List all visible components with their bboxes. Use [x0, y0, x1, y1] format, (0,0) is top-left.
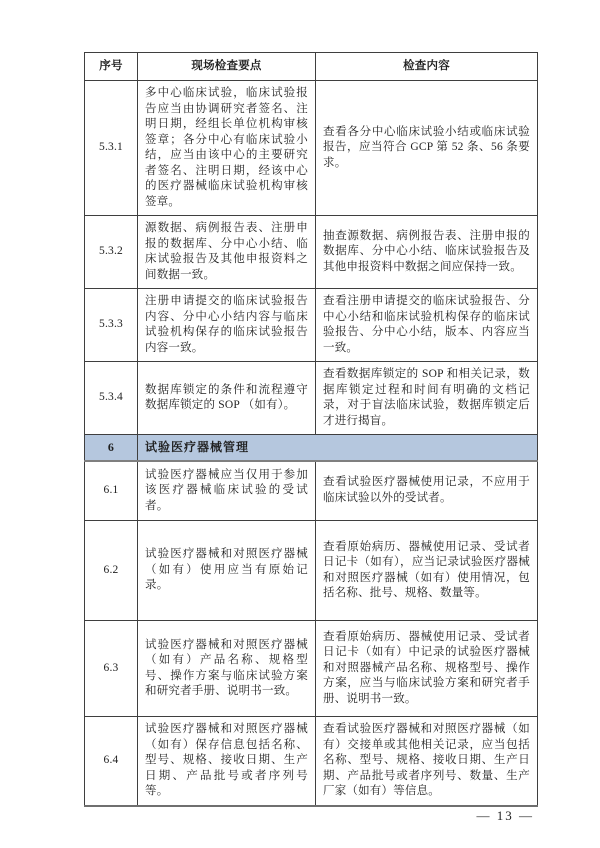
table-row [85, 717, 538, 806]
row-content: 查看原始病历、器械使用记录、受试者日记卡（如有），应当记录试验医疗器械和对照医疗器械（如有）使用情况，包括名称、批号、规格、数量等。 [316, 521, 538, 621]
row-id: 5.3.4 [85, 362, 138, 435]
row-id: 6.2 [85, 521, 138, 621]
row-content: 抽查源数据、病例报告表、注册申报的数据库、分中心小结、临床试验报告及其他申报资料中数据之间应保持一致。 [316, 216, 538, 289]
row-id: 5.3.3 [85, 289, 138, 362]
row-point: 试验医疗器械应当仅用于参加该医疗器械临床试验的受试者。 [138, 461, 316, 521]
row-content: 查看原始病历、器械使用记录、受试者日记卡（如有）中记录的试验医疗器械和对照器械产品名称、规格型号、操作方案，应当与临床试验方案和研究者手册、说明书一致。 [316, 621, 538, 717]
row-content: 查看试验医疗器械和对照医疗器械（如有）交接单或其他相关记录，应当包括名称、型号、规格、接收日期、生产日期、产品批号或者序列号、数量、生产厂家（如有）等信息。 [316, 717, 538, 806]
row-point: 多中心临床试验，临床试验报告应当由协调研究者签名、注明日期，经组长单位机构审核签章；各分中心有临床试验小结，应当由该中心的主要研究者签名、注明日期，经该中心的医疗器械临床试验机构审核签章。 [138, 81, 316, 216]
table-header-row [85, 53, 538, 81]
section-header-row [85, 435, 538, 461]
row-id: 6.3 [85, 621, 138, 717]
row-id: 6.4 [85, 717, 138, 806]
table-row [85, 621, 538, 717]
row-content: 查看注册申请提交的临床试验报告、分中心小结和临床试验机构保存的临床试验报告、分中心小结，版本、内容应当一致。 [316, 289, 538, 362]
header-col-content: 检查内容 [316, 53, 538, 81]
row-point: 试验医疗器械和对照医疗器械（如有）使用应当有原始记录。 [138, 521, 316, 621]
table-row [85, 216, 538, 289]
row-content: 查看各分中心临床试验小结或临床试验报告，应当符合 GCP 第 52 条、56 条要求。 [316, 81, 538, 216]
header-col-id: 序号 [85, 53, 138, 81]
row-point: 试验医疗器械和对照医疗器械（如有）产品名称、规格型号、操作方案与临床试验方案和研究者手册、说明书一致。 [138, 621, 316, 717]
table-row [85, 362, 538, 435]
inspection-checklist-table [84, 52, 538, 807]
row-point: 源数据、病例报告表、注册申报的数据库、分中心小结、临床试验报告及其他申报资料之间数据一致。 [138, 216, 316, 289]
table-row [85, 521, 538, 621]
row-content: 查看试验医疗器械使用记录，不应用于临床试验以外的受试者。 [316, 461, 538, 521]
row-point: 试验医疗器械和对照医疗器械（如有）保存信息包括名称、型号、规格、接收日期、生产日期、产品批号或者序列号等。 [138, 717, 316, 806]
table-row [85, 81, 538, 216]
section-title: 试验医疗器械管理 [138, 435, 538, 461]
row-id: 5.3.1 [85, 81, 138, 216]
row-id: 6.1 [85, 461, 138, 521]
table-row [85, 289, 538, 362]
header-col-point: 现场检查要点 [138, 53, 316, 81]
page-number: — 13 — [476, 808, 534, 823]
row-point: 数据库锁定的条件和流程遵守数据库锁定的 SOP （如有）。 [138, 362, 316, 435]
section-id: 6 [85, 435, 138, 461]
row-id: 5.3.2 [85, 216, 138, 289]
row-content: 查看数据库锁定的 SOP 和相关记录，数据库锁定过程和时间有明确的文档记录，对于盲法临床试验，数据库锁定后才进行揭盲。 [316, 362, 538, 435]
row-point: 注册申请提交的临床试验报告内容、分中心小结内容与临床试验机构保存的临床试验报告内容一致。 [138, 289, 316, 362]
table-row [85, 461, 538, 521]
